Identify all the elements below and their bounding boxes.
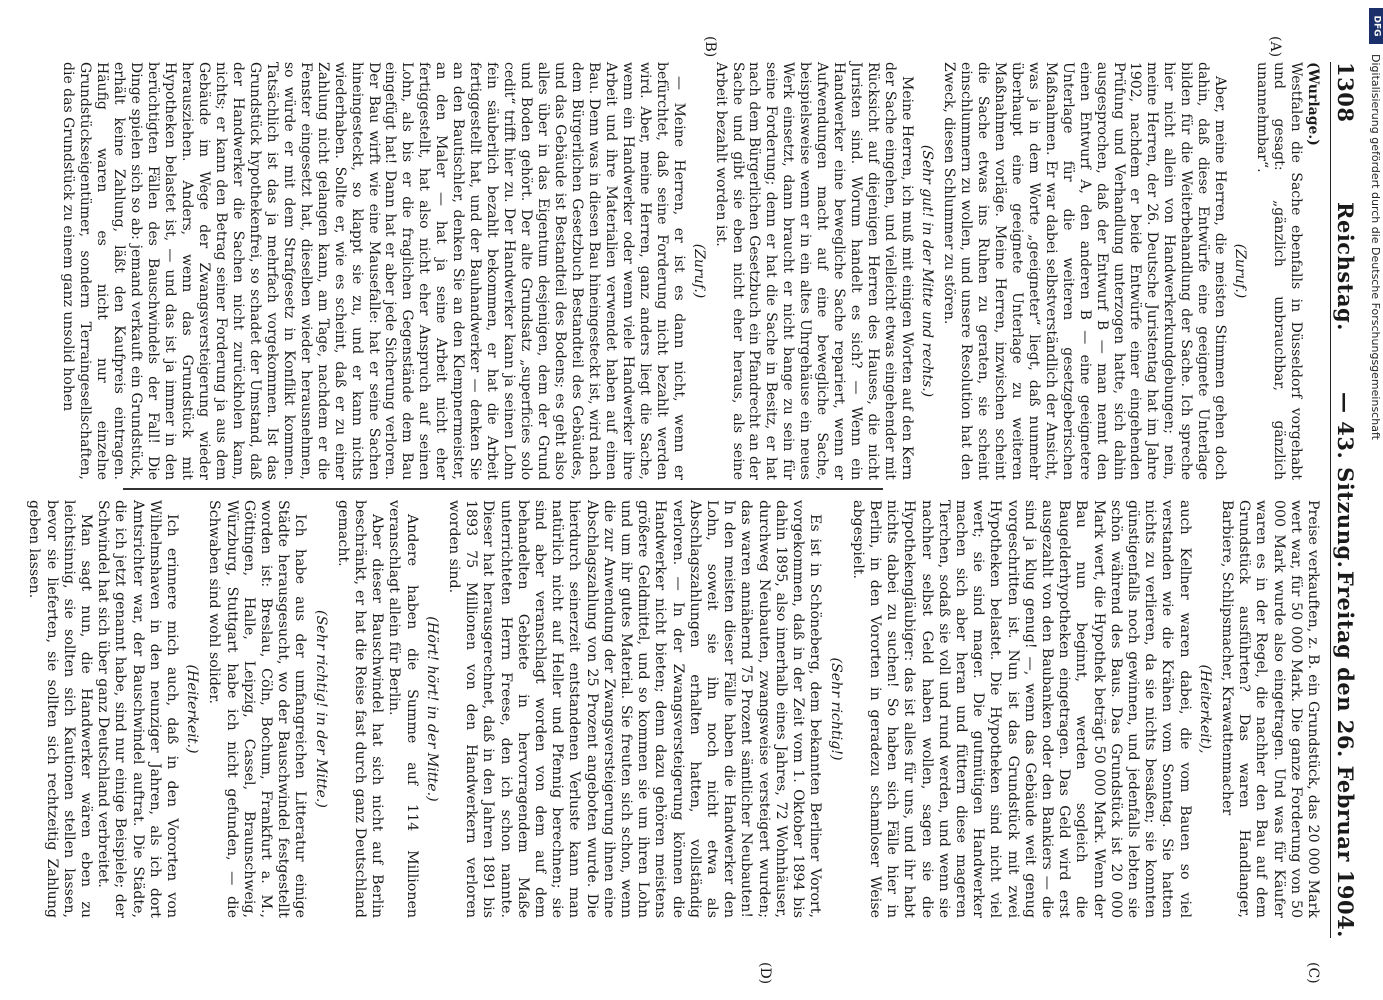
interjection: (Zuruf.) [1232, 243, 1249, 299]
header-session: — 43. Sitzung. [1333, 392, 1358, 569]
margin-mark-c: (C) [1305, 962, 1321, 984]
paragraph: Man sagt nun, die Handwerker wären eben zu leichtsinnig, sie sollten sich Kautionen stellen lassen, bevor sie lieferten, sie sollten sich rechtzeitig Zahlung geben lassen. [26, 500, 94, 918]
paragraph: — Meine Herren, er ist es dann nicht, wenn er befürchtet, daß seine Forderung nicht bezahlt werden wird. Aber, meine Herren, ganz anders liegt die Sache, wenn ein Handwerker oder wenn viele Handwerker ihre Arbeit und ihre Materialien verwendet haben auf einen Bau. Denn was in diesen Bau hineingesteckt ist, wird nach dem Bürgerlichen Gesetzbuch Bestandteil des Gebäudes, und das Gebäude ist Bestandteil des Bodens; es geht also alles über in das Eigentum desjenigen, dem der Grund und Boden gehört. Der alte Grundsatz „superficies solo cedit“ trifft hier zu. Der Handwerker kann ja seinen Lohn fein säuberlich bezahlt bekommen, er hat die Arbeit fertiggestellt hat, und der Bauhandwerker — denken Sie an den Bautischler, denken Sie an den Klempnermeister, an den Maler — hat ja seine Arbeit nicht eher fertiggestellt, hat also nicht eher Anspruch auf seinen Lohn, als bis er die fraglichen Gegenstände dem Bau eingefügt hat! Dann hat er aber jede Sicherung verloren. Der Bau wirft wie eine Mausefalle: hat er seine Sachen hineingesteckt, so klappt sie zu, und er kann nichts wiederhaben. Sollte er, wie es scheint, daß er zu einer Zahlung nicht gelangen kann, am Tage, nachdem er die Fenster eingesetzt hat, dieselben wieder herausnehmen, so würde er mit dem Strafgesetz in Konflikt kommen. Tatsächlich ist das ja mehrfach vorgekommen. Ist das Grundstück hypothekenfrei, so schadet der Umstand, daß der Handwerker die Sachen nicht zurückholen kann, nichts; er kann den Betrag seiner Forderung ja aus dem Gebäude im Wege der Zwangsversteigerung wieder herausziehen. Anders, wenn das Grundstück mit Hypotheken belastet ist, — und das ist ja immer in den berüchtigten Fällen des Bauschwindels der Fall! Die Dinge spielen sich so ab: jemand verkauft ein Grundstück, erhält keine Zahlung, läßt den Kaufpreis eintragen. Häufig waren es nicht nur einzelne Grundstückseigentümer, sondern Terraingesellschaften, die das Grundstück zu einem ganz unsolid hohen [60, 62, 687, 480]
header-body-name: Reichstag. [1333, 202, 1358, 331]
left-text-column [59, 62, 1321, 480]
digitization-text: Digitalisierung gefördert durch die Deutsche Forschungsgemeinschaft [1369, 54, 1382, 440]
paragraph: Preise verkauften, z. B. ein Grundstück, das 20 000 Mark wert war, für 50 000 Mark. Die ganze Forderung von 50 000 Mark wurde also eingetragen. Und was für Käufer waren es in der Regel, die nachher den Bau auf dem Grundstück ausführten? Das waren Handlanger, Barbiere, Schlipsmacher, Krawattenmacher [1218, 500, 1321, 918]
paragraph: Aber, meine Herren, die meisten Stimmen gehen doch dahin, daß diese Entwürfe eine geeignete Unterlage bilden für die Weiterbehandlung der Sache. Ich spreche hier nicht allein von Handwerkerkundgebungen; nein, meine Herren, der 26. Deutsche Juristentag hat im Jahre 1902, nachdem er beide Entwürfe einer eingehenden Prüfung und Verhandlung unterzogen hatte, sich dahin ausgesprochen, daß der Entwurf B — man nennt den einen Entwurf A, den anderen B — eine geeignetere Unterlage für die weiteren gesetzgeberischen Maßnahmen. Er war dabei selbstverständlich der Ansicht, was ja in dem Worte „geeigneter“ liegt, daß nunmehr überhaupt eine geeignete Unterlage zu weiteren Maßnahmen vorläge. Meine Herren, inzwischen scheint die Sache etwas ins Ruhen zu geraten, sie scheint einschlummern zu wollen, und unsere Resolution hat den Zweck, diesen Schlummer zu stören. [940, 62, 1229, 480]
interjection: (Sehr richtig!) [827, 657, 844, 761]
paragraph: Aber dieser Bauschwindel hat sich nicht auf Berlin beschränkt, er hat die Reise fast durch ganz Deutschland gemacht. [334, 500, 386, 918]
paragraph: Ich habe aus der umfangreichen Litteratur einige Städte herausgesucht, wo der Bauschwindel festgestellt worden ist: Breslau, Cöln, Bochum, Frankfurt a. M., Göttingen, Halle, Leipzig, Cassel, Braunschweig, Würzburg, Stuttgart habe ich nicht gefunden, — die Schwaben sind wohl solider. [206, 500, 309, 918]
paragraph: Meine Herren, ich muß mit einigen Worten auf den Kern der Sache eingehen, und vielleicht etwas eingehender mit Rücksicht auf diejenigen Herren des Hauses, die nicht Juristen sind. Worum handelt es sich? — Wenn ein Handwerker eine bewegliche Sache repariert, wenn er Aufwendungen macht auf eine bewegliche Sache, beispielsweise wenn er in ein altes Uhrgehäuse ein neues Werk einsetzt, dann braucht er nicht bange zu sein für seine Forderung; denn er hat die Sache in Besitz, er hat nach dem Bürgerlichen Gesetzbuch ein Pfandrecht an der Sache und gibt sie eben nicht eher heraus, als seine Arbeit bezahlt worden ist. [712, 62, 916, 480]
paragraph: Westfalen die Sache ebenfalls in Düsseldorf vorgehabt und gesagt: „gänzlich unbrauchbar, gänzlich unannehmbar“. [1254, 62, 1305, 480]
margin-mark-a: (A) [1267, 36, 1283, 58]
paragraph: Andere haben die Summe auf 114 Millionen veranschlagt allein für Berlin. [386, 500, 420, 918]
interjection: (Heiterkeit.) [184, 664, 201, 754]
interjection: (Hört! hört! in der Mitte.) [423, 616, 440, 802]
page-number: 1308 [1333, 62, 1358, 123]
page-header [1330, 62, 1361, 938]
column-divider [123, 488, 883, 490]
paragraph: Ich erinnere mich auch, daß in den Vororten von Wilhelmshaven in den neunziger Jahren, als ich dort Amtsrichter war, der Bauschwindel auftrat. Die Städte, die ich jetzt genannt habe, sind nur einige Beispiele; der Schwindel hat sich über ganz Deutschland verbreitet. [95, 500, 180, 918]
dfg-logo: DFG [1369, 8, 1383, 44]
margin-mark-b: (B) [702, 36, 718, 58]
paragraph: Es ist in Schöneberg, dem bekannten Berliner Vorort, vorgekommen, daß in der Zeit vom 1. Oktober 1894 bis dahin 1895, also innerhalb eines Jahres, 72 Wohnhäuser, durchweg Neubauten, zwangsweise versteigert wurden; das waren annähernd 75 Prozent sämtlicher Neubauten! In den meisten dieser Fälle haben die Handwerker den Lohn, soweit sie ihn noch nicht etwa als Abschlagszahlungen erhalten hatten, vollständig verloren. — In der Zwangsversteigerung können die Handwerker nicht bieten; denn dazu gehören meistens größere Geldmittel, und so kommen sie um ihren Lohn und um ihr gutes Material. Sie freuten sich schon, wenn die zur Anwendung der Zwangsversteigerung ihnen eine Abschlagszahlung von 25 Prozent angeboten wurde. Die hierdurch seinerzeit entstandenen Verluste kann man natürlich nicht auf Heller und Pfennig berechnen; sie sind aber veranschlagt worden von dem auf dem behandelten Gebiete in hervorragendem Maße unterrichteten Herrn Freese, den ich schon nannte. Dieser hat herausgerechnet, daß in den Jahren 1891 bis 1893 75 Millionen von den Handwerkern verloren worden sind. [446, 500, 824, 918]
interjection: (Heiterkeit), [1196, 664, 1213, 754]
digitization-note [1370, 14, 1383, 914]
interjection: (Zuruf.) [690, 243, 707, 299]
paragraph: auch Kellner waren dabei, die vom Bauen so viel verstanden wie die Krähen vom Sonntag. Sie hatten nichts zu verlieren, da sie nichts besaßen; sie konnten günstigenfalls noch gewinnen, und jedenfalls lebten sie schön während des Baus. Das Grundstück ist 20 000 Mark wert, die Hypothek beträgt 50 000 Mark. Wenn der Bau nun beginnt, werden sogleich die Baugelderhypotheken eingetragen. Das Geld wird erst ausgezahlt von den Baubanken oder den Bankiers — die sind ja klug genug! —, wenn das Gebäude weit genug vorgeschritten ist. Nun ist das Grundstück mit zwei Hypotheken belastet. Die Hypotheken sind nicht viel wert; sie sind mager. Die gutmütigen Handwerker machen sich aber heran und füttern diese mageren Tierchen, sodaß sie voll und rund werden, und wenn sie nachher selbst Geld haben wollen, sagen sie die Hypothekengläubiger: das ist alles für uns, und ihr habt nichts dabei zu suchen! So haben sich Fälle hier in Berlin, in den Vororten in geradezu schamloser Weise abgespielt. [849, 500, 1193, 918]
paragraph: (Wurlage.) [1305, 62, 1321, 146]
margin-mark-d: (D) [757, 962, 773, 985]
interjection: (Sehr gut! in der Mitte und rechts.) [919, 144, 936, 398]
right-text-column [25, 500, 1321, 918]
header-date: Freitag den 26. Februar 1904. [1333, 570, 1358, 938]
interjection: (Sehr richtig! in der Mitte.) [312, 610, 329, 808]
